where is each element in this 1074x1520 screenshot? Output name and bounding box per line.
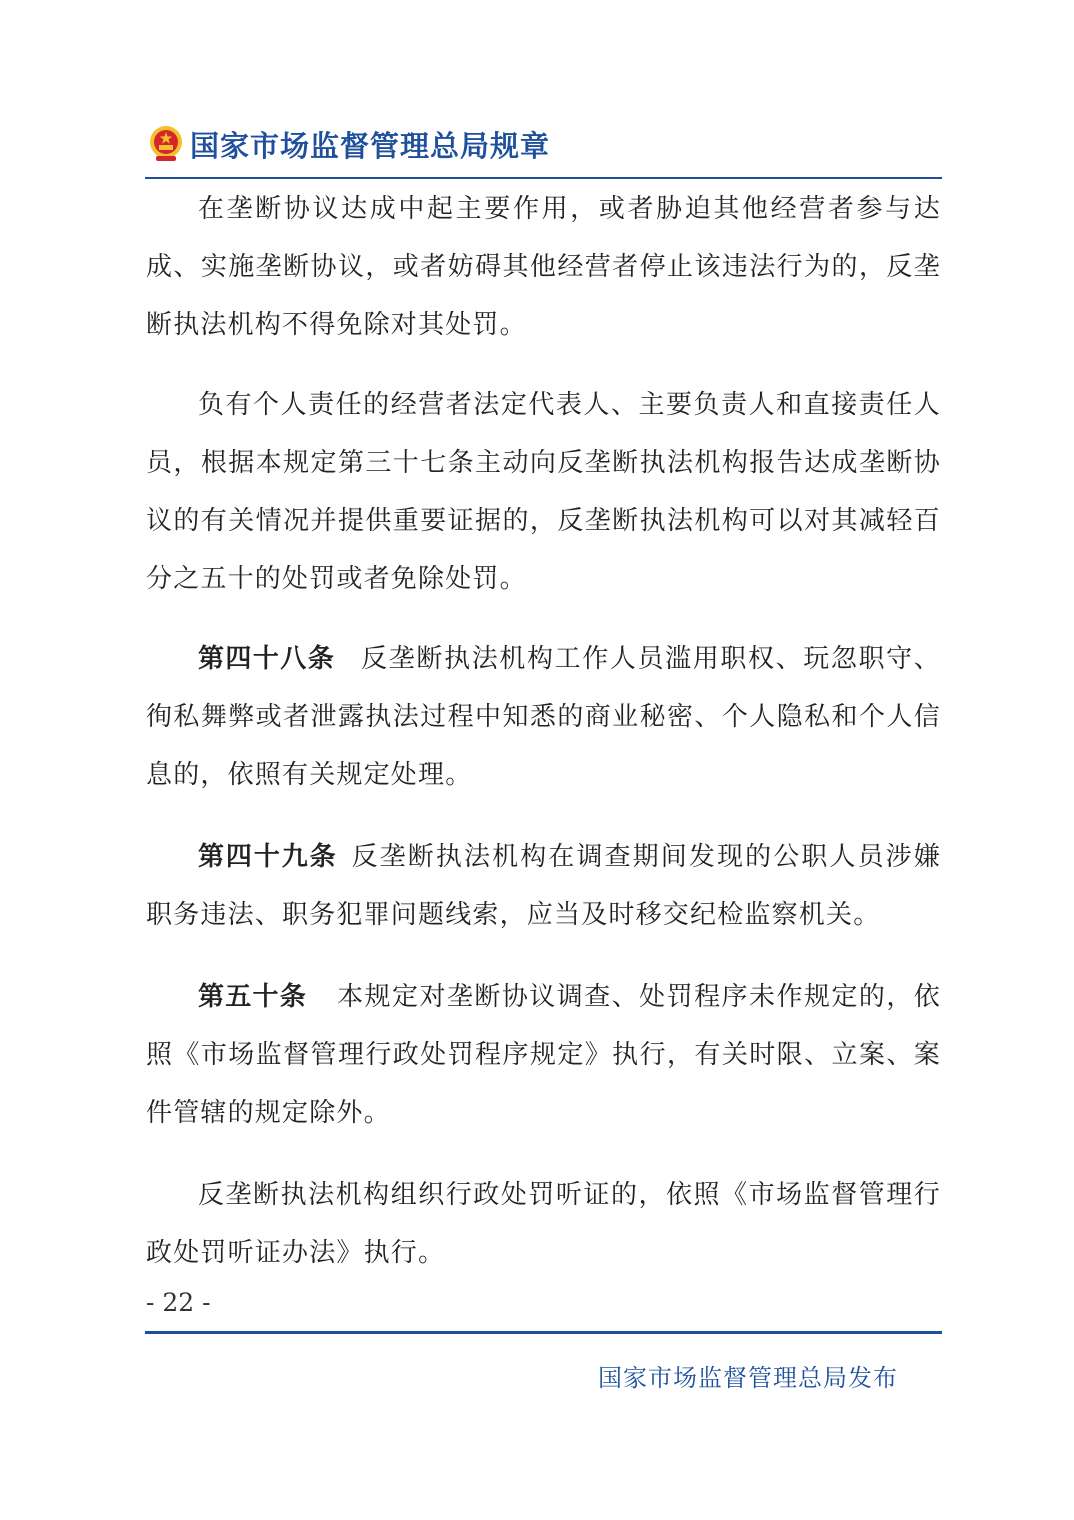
header-divider <box>145 177 942 179</box>
page-number: - 22 - <box>146 1288 211 1317</box>
article-heading: 第四十八条 <box>198 644 336 674</box>
paragraph-text: 在垄断协议达成中起主要作用，或者胁迫其他经营者参与达成、实施垄断协议，或者妨碍其他经营者停止该违法行为的，反垄断执法机构不得免除对其处罚。 <box>146 194 941 340</box>
document-body <box>146 180 941 1282</box>
article-heading: 第四十九条 <box>198 842 338 872</box>
paragraph-text: 反垄断执法机构工作人员滥用职权、玩忽职守、徇私舞弊或者泄露执法过程中知悉的商业秘密、个人隐私和个人信息的，依照有关规定处理。 <box>146 644 941 790</box>
footer-divider <box>145 1331 942 1334</box>
paragraph <box>146 1166 941 1282</box>
article-heading: 第五十条 <box>198 982 308 1012</box>
paragraph-text: 反垄断执法机构在调查期间发现的公职人员涉嫌职务违法、职务犯罪问题线索，应当及时移交纪检监察机关。 <box>146 842 941 930</box>
page-header <box>148 114 942 174</box>
national-emblem-icon <box>148 125 184 163</box>
footer-publisher: 国家市场监督管理总局发布 <box>598 1364 898 1392</box>
paragraph <box>146 376 941 608</box>
paragraph <box>146 180 941 354</box>
header-title: 国家市场监督管理总局规章 <box>190 128 551 163</box>
article-48 <box>146 630 941 804</box>
paragraph-text: 反垄断执法机构组织行政处罚听证的，依照《市场监督管理行政处罚听证办法》执行。 <box>146 1180 941 1268</box>
article-49 <box>146 828 941 944</box>
article-50 <box>146 968 941 1142</box>
paragraph-text: 负有个人责任的经营者法定代表人、主要负责人和直接责任人员，根据本规定第三十七条主动向反垄断执法机构报告达成垄断协议的有关情况并提供重要证据的，反垄断执法机构可以对其减轻百分之五十的处罚或者免除处罚。 <box>146 390 941 594</box>
paragraph-text: 本规定对垄断协议调查、处罚程序未作规定的，依照《市场监督管理行政处罚程序规定》执行，有关时限、立案、案件管辖的规定除外。 <box>146 982 941 1128</box>
